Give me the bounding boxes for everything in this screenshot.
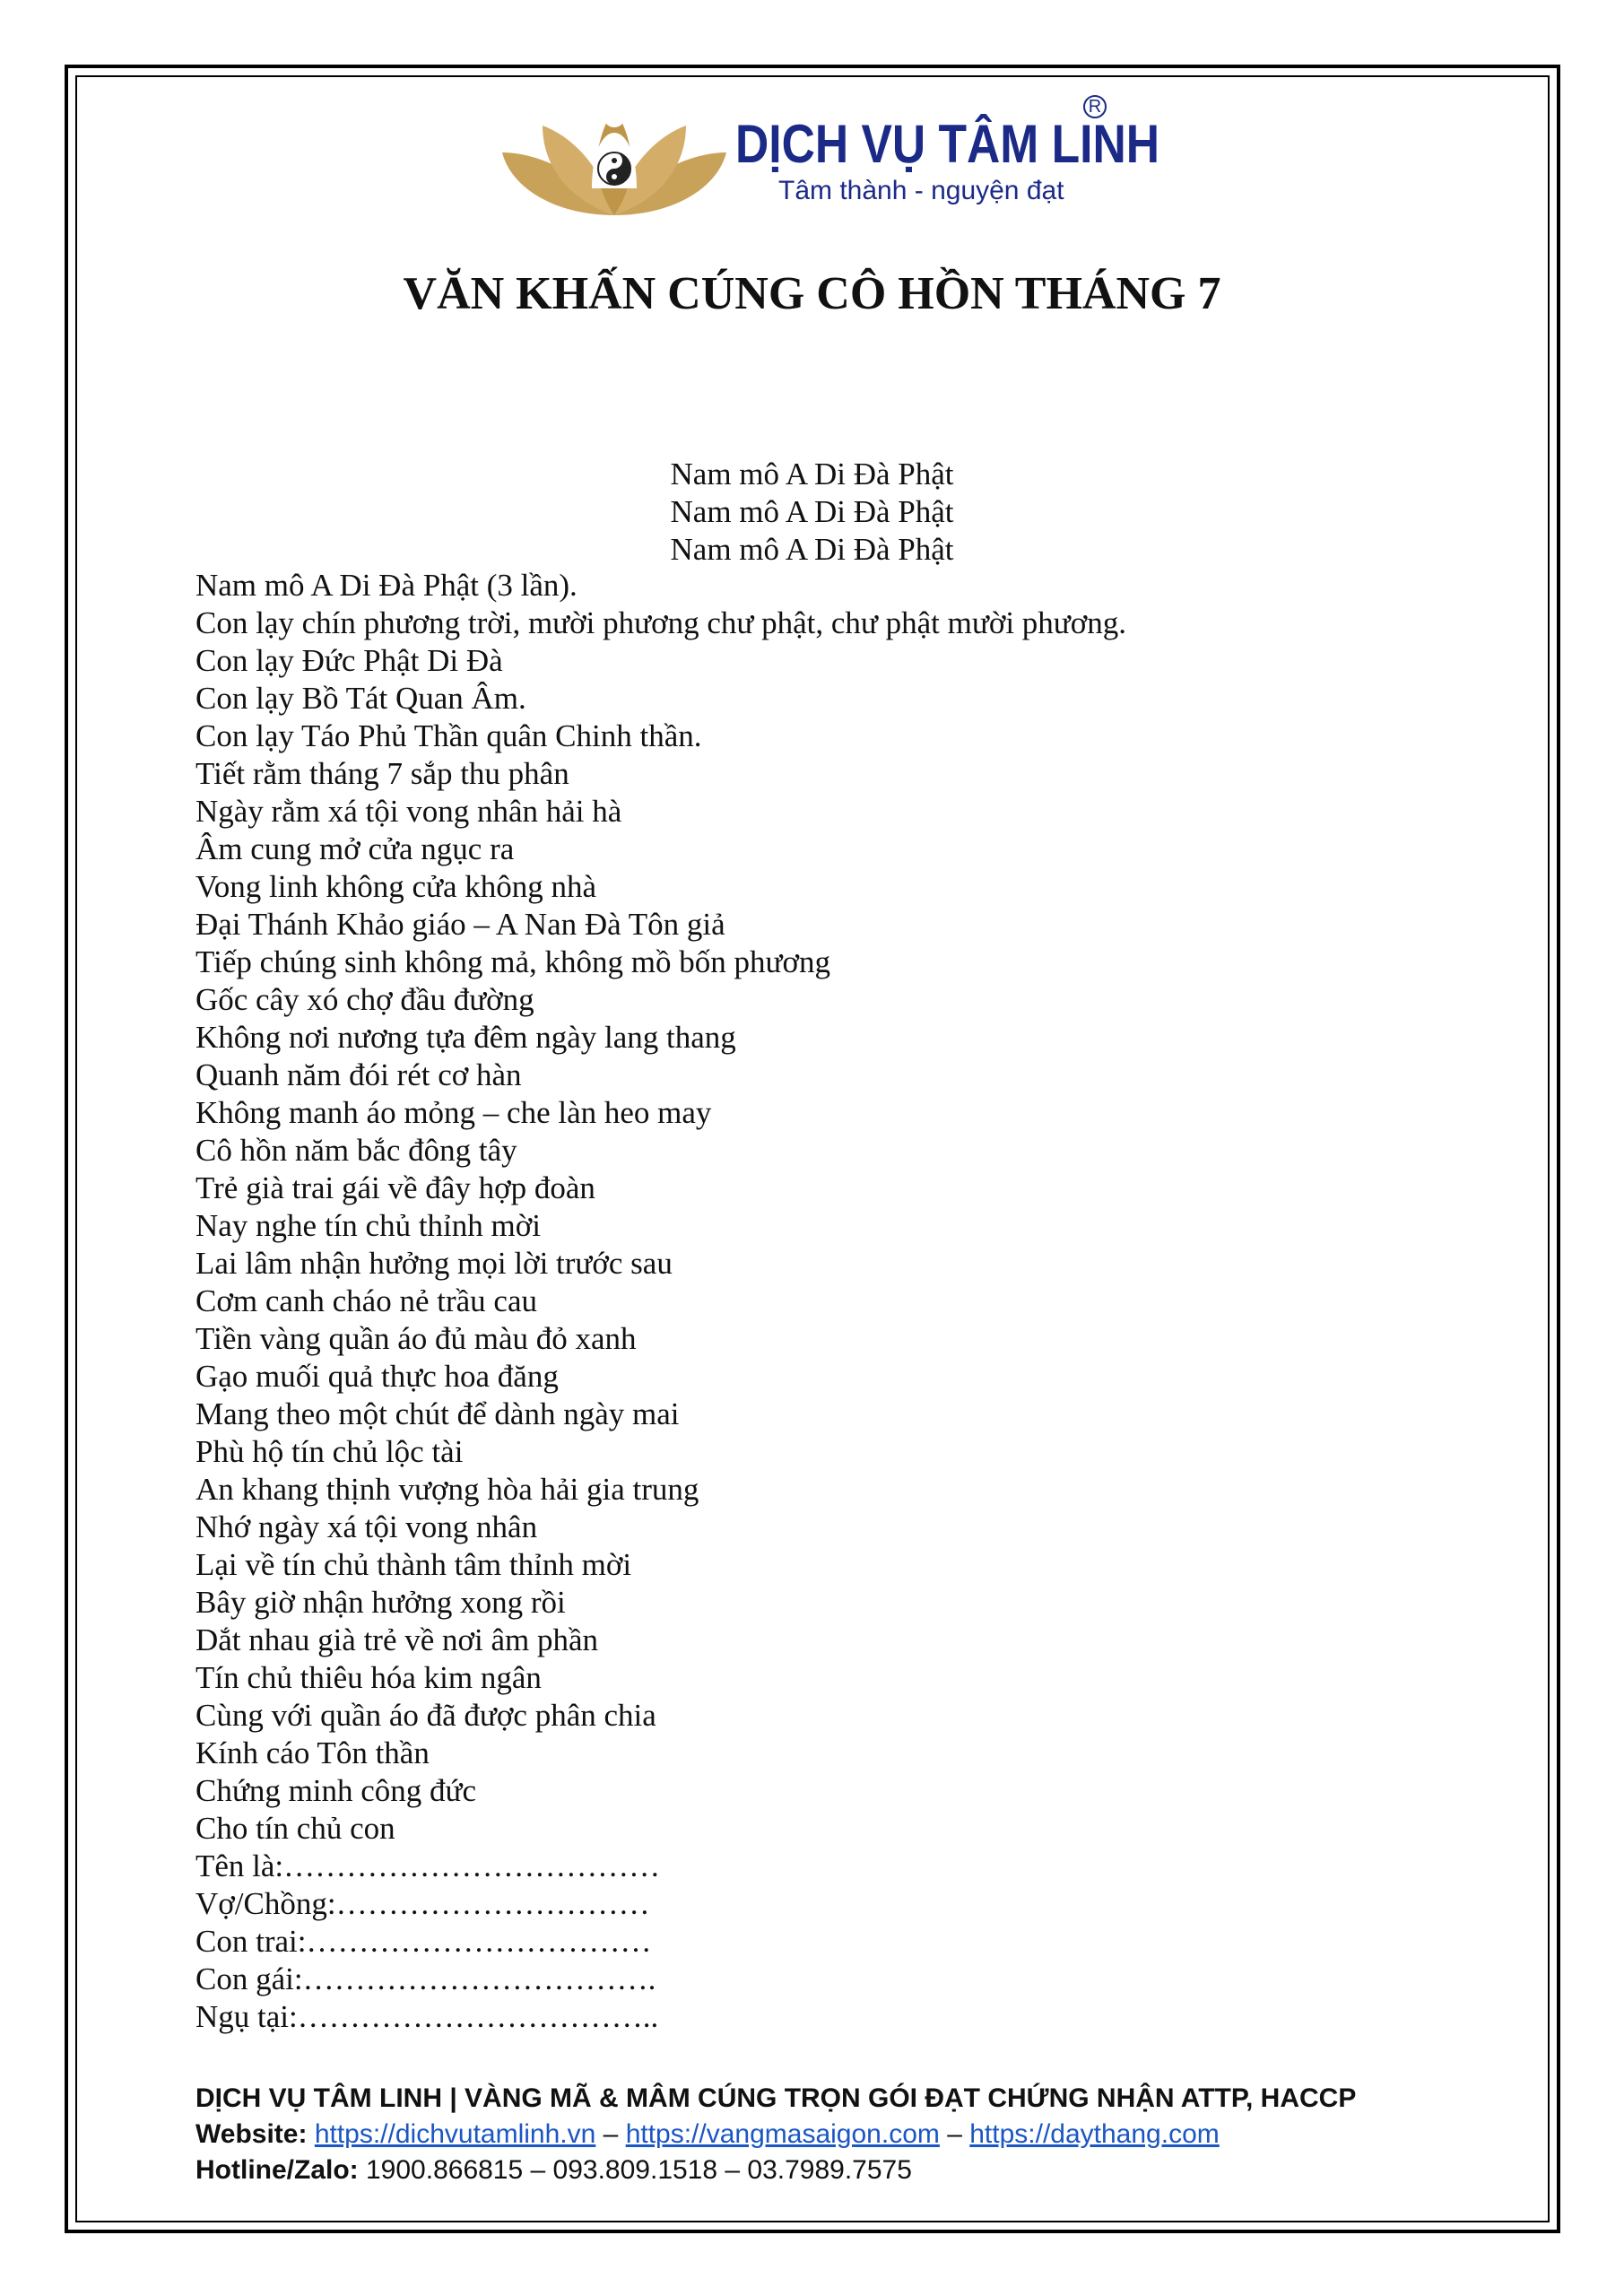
prayer-line: Gạo muối quả thực hoa đăng: [195, 1359, 559, 1394]
footer: [195, 2081, 1356, 2188]
hotline-label: Hotline/Zalo:: [195, 2155, 359, 2185]
prayer-line: Không manh áo mỏng – che làn heo may: [195, 1095, 712, 1130]
fill-in-daughter: Con gái:…………………………….: [195, 1961, 656, 1996]
prayer-line: Con lạy Bồ Tát Quan Âm.: [195, 681, 526, 716]
brand-slogan: Tâm thành - nguyện đạt: [778, 176, 1064, 205]
invocation-line: Nam mô A Di Đà Phật: [670, 532, 954, 567]
footer-website-row: [195, 2117, 1356, 2152]
fill-in-spouse: Vợ/Chồng:…………………………: [195, 1886, 650, 1921]
registered-mark: R: [1083, 95, 1107, 118]
footer-headline: DỊCH VỤ TÂM LINH | VÀNG MÃ & MÂM CÚNG TRỌN GÓI ĐẠT CHỨNG NHẬN ATTP, HACCP: [195, 2083, 1357, 2113]
prayer-line: Nay nghe tín chủ thỉnh mời: [195, 1208, 541, 1243]
prayer-line: Không nơi nương tựa đêm ngày lang thang: [195, 1020, 736, 1055]
prayer-line: Con lạy Táo Phủ Thần quân Chinh thần.: [195, 718, 702, 753]
prayer-line: Cơm canh cháo nẻ trầu cau: [195, 1283, 537, 1318]
link-separator: –: [947, 2119, 962, 2149]
link-daythang[interactable]: https://daythang.com: [969, 2119, 1220, 2149]
prayer-line: Gốc cây xó chợ đầu đường: [195, 982, 534, 1017]
document-title: VĂN KHẤN CÚNG CÔ HỒN THÁNG 7: [403, 268, 1221, 319]
prayer-line: Tiết rằm tháng 7 sắp thu phân: [195, 756, 569, 791]
link-dichvutamlinh[interactable]: https://dichvutamlinh.vn: [314, 2119, 596, 2149]
prayer-line: Đại Thánh Khảo giáo – A Nan Đà Tôn giả: [195, 907, 725, 942]
prayer-line: Tiếp chúng sinh không mả, không mồ bốn phương: [195, 944, 830, 979]
hotline-numbers: 1900.866815 – 093.809.1518 – 03.7989.7575: [366, 2155, 912, 2185]
prayer-line: Lại về tín chủ thành tâm thỉnh mời: [195, 1547, 632, 1582]
prayer-line: Bây giờ nhận hưởng xong rồi: [195, 1585, 566, 1620]
prayer-line: Lai lâm nhận hưởng mọi lời trước sau: [195, 1246, 673, 1281]
prayer-line: Mang theo một chút để dành ngày mai: [195, 1396, 680, 1431]
prayer-line: Kính cáo Tôn thần: [195, 1735, 430, 1770]
prayer-line: Nam mô A Di Đà Phật (3 lần).: [195, 568, 578, 603]
prayer-line: Dắt nhau già trẻ về nơi âm phần: [195, 1622, 599, 1657]
fill-in-son: Con trai:……………………………: [195, 1924, 652, 1959]
prayer-line: Con lạy chín phương trời, mười phương chư phật, chư phật mười phương.: [195, 605, 1127, 640]
brand-name: DỊCH VỤ TÂM LINH: [735, 114, 1159, 174]
prayer-line: Âm cung mở cửa ngục ra: [195, 831, 515, 866]
prayer-line: Cô hồn năm bắc đông tây: [195, 1133, 517, 1168]
prayer-line: Cho tín chủ con: [195, 1811, 395, 1846]
prayer-line: Trẻ già trai gái về đây hợp đoàn: [195, 1170, 595, 1205]
invocation-line: Nam mô A Di Đà Phật: [670, 494, 954, 529]
fill-in-name: Tên là:………………………………: [195, 1848, 661, 1883]
prayer-line: Ngày rằm xá tội vong nhân hải hà: [195, 794, 622, 829]
footer-hotline-row: [195, 2152, 1356, 2188]
brand-logo: [502, 90, 1159, 233]
invocation-line: Nam mô A Di Đà Phật: [670, 457, 954, 491]
fill-in-address: Ngụ tại:……………………………..: [195, 1999, 659, 2034]
prayer-line: Nhớ ngày xá tội vong nhân: [195, 1509, 538, 1544]
website-label: Website:: [195, 2119, 308, 2149]
prayer-line: Cùng với quần áo đã được phân chia: [195, 1698, 656, 1733]
prayer-line: Quanh năm đói rét cơ hàn: [195, 1057, 522, 1092]
prayer-line: Tín chủ thiêu hóa kim ngân: [195, 1660, 542, 1695]
link-vangmasaigon[interactable]: https://vangmasaigon.com: [625, 2119, 940, 2149]
prayer-line: Phù hộ tín chủ lộc tài: [195, 1434, 464, 1469]
prayer-line: Con lạy Đức Phật Di Đà: [195, 643, 503, 678]
link-separator: –: [603, 2119, 619, 2149]
prayer-line: An khang thịnh vượng hòa hải gia trung: [195, 1472, 699, 1507]
invocation-block: [0, 456, 1624, 569]
prayer-line: Tiền vàng quần áo đủ màu đỏ xanh: [195, 1321, 637, 1356]
prayer-line: Chứng minh công đức: [195, 1773, 477, 1808]
prayer-line: Vong linh không cửa không nhà: [195, 869, 597, 904]
prayer-text: [195, 567, 1126, 2036]
lotus-yin-yang-icon: [502, 90, 726, 233]
